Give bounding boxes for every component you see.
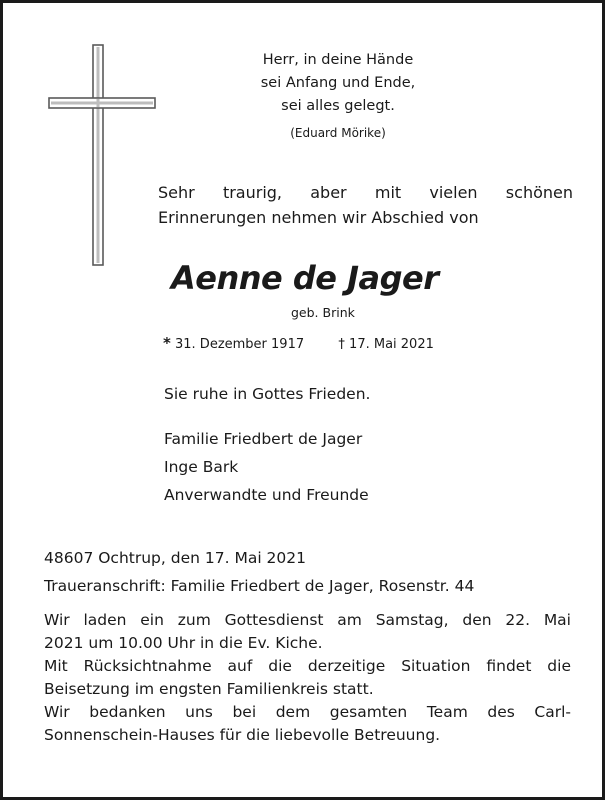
birth-date: 31. Dezember 1917 xyxy=(175,337,305,352)
mourners-list xyxy=(164,425,369,509)
notice-line: 2021 um 10.00 Uhr in die Ev. Kiche. xyxy=(44,634,323,652)
intro-text xyxy=(158,180,573,230)
birth-name: geb. Brink xyxy=(291,305,355,320)
death-date: 17. Mai 2021 xyxy=(349,337,434,352)
mourner: Familie Friedbert de Jager xyxy=(164,430,363,448)
poem-author: (Eduard Mörike) xyxy=(290,126,386,140)
service-notice xyxy=(44,609,571,747)
poem xyxy=(233,49,443,118)
place-and-address xyxy=(44,544,474,600)
mourning-address: Traueranschrift: Familie Friedbert de Jager, Rosenstr. 44 xyxy=(44,577,475,595)
death-cross-icon: † xyxy=(338,337,345,352)
place-date: 48607 Ochtrup, den 17. Mai 2021 xyxy=(44,549,307,567)
mourner: Inge Bark xyxy=(164,458,239,476)
mourner: Anverwandte und Freunde xyxy=(164,486,369,504)
notice-line: Wir laden ein zum Gottesdienst am Samstag, den 22. Mai xyxy=(44,611,571,629)
notice-line: Mit Rücksichtnahme auf die derzeitige Situation findet die xyxy=(44,657,571,675)
poem-line: sei Anfang und Ende, xyxy=(260,75,416,91)
rest-line: Sie ruhe in Gottes Frieden. xyxy=(164,385,371,403)
life-dates xyxy=(163,334,434,352)
notice-line: Wir bedanken uns bei dem gesamten Team des Carl- xyxy=(44,703,571,721)
intro-line: Erinnerungen nehmen wir Abschied von xyxy=(158,208,479,227)
deceased-name: Aenne de Jager xyxy=(171,259,439,297)
poem-line: sei alles gelegt. xyxy=(281,98,395,114)
notice-line: Beisetzung im engsten Familienkreis statt. xyxy=(44,680,374,698)
poem-line: Herr, in deine Hände xyxy=(262,52,414,68)
cross-icon xyxy=(47,43,157,268)
birth-star-icon: * xyxy=(163,334,171,352)
intro-line: Sehr traurig, aber mit vielen schönen xyxy=(158,183,573,202)
notice-line: Sonnenschein-Hauses für die liebevolle Betreuung. xyxy=(44,726,441,744)
